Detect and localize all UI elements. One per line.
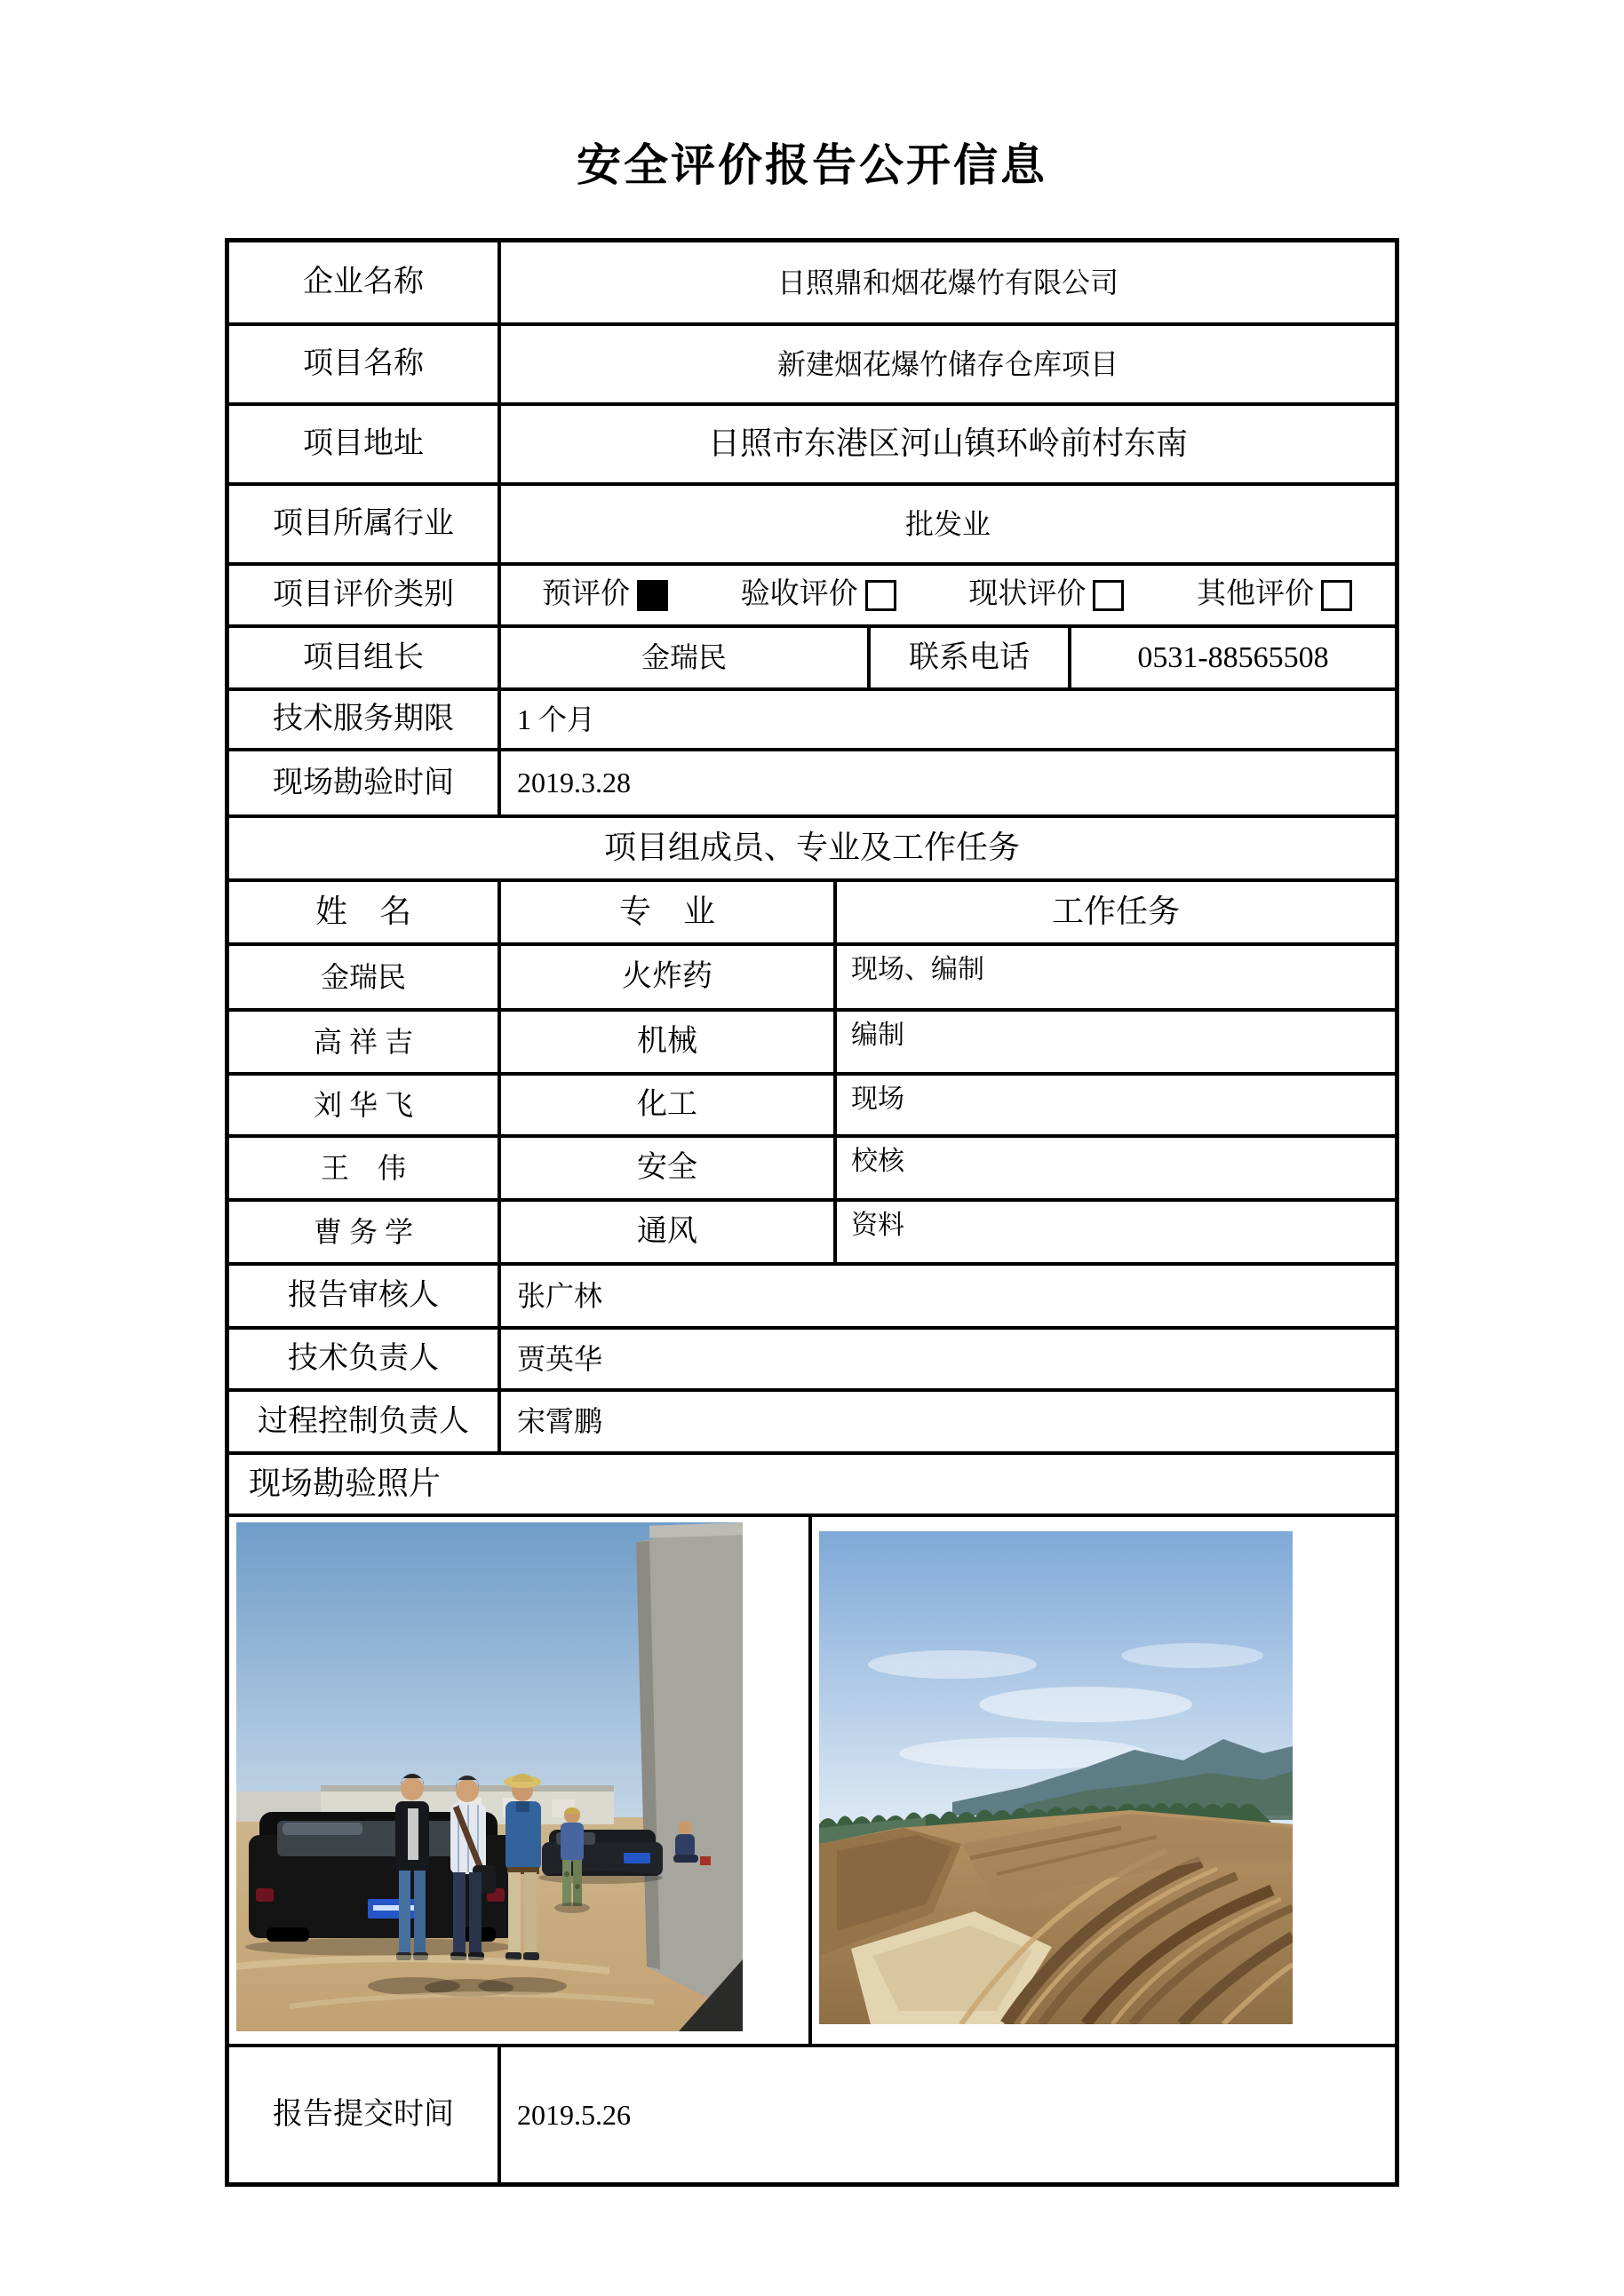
table-row-photos — [229, 1517, 1395, 2047]
table-row-industry — [229, 486, 1395, 566]
project-name-label: 项目名称 — [229, 326, 501, 402]
table-row-process-lead — [229, 1392, 1395, 1455]
member-row — [229, 1138, 1395, 1202]
table-row-reviewer — [229, 1266, 1395, 1330]
member-name: 曹 务 学 — [229, 1202, 501, 1262]
category-option-other — [1197, 578, 1352, 612]
member-task: 资料 — [851, 1211, 904, 1240]
member-row — [229, 1012, 1395, 1076]
member-task: 校核 — [851, 1147, 904, 1176]
checkbox-status-evaluation-icon — [1093, 580, 1124, 611]
category-option-label: 现状评价 — [968, 578, 1087, 611]
table-row-team-section — [229, 818, 1395, 882]
category-label: 项目评价类别 — [229, 566, 501, 624]
table-row-member-header — [229, 882, 1395, 946]
tech-lead-label: 技术负责人 — [229, 1330, 501, 1388]
info-table — [225, 238, 1399, 2187]
phone-label: 联系电话 — [871, 628, 1071, 687]
site-photo-ground-tracks — [819, 1531, 1293, 2024]
survey-date-value: 2019.3.28 — [517, 767, 631, 799]
service-period-value: 1 个月 — [517, 703, 596, 735]
photo-cell-right — [812, 1517, 1395, 2044]
category-option-label: 验收评价 — [740, 578, 858, 611]
member-task: 现场 — [851, 1084, 904, 1114]
member-major: 机械 — [501, 1012, 837, 1072]
table-row-category — [229, 566, 1395, 628]
project-name-value: 新建烟花爆竹储存仓库项目 — [776, 347, 1118, 380]
category-option-label: 其他评价 — [1196, 578, 1314, 611]
page-title: 安全评价报告公开信息 — [577, 140, 1047, 190]
company-name-value: 日照鼎和烟花爆竹有限公司 — [776, 266, 1118, 298]
leader-label: 项目组长 — [229, 628, 501, 687]
member-major: 通风 — [501, 1202, 837, 1262]
table-row-company — [229, 242, 1395, 326]
member-col-task: 工作任务 — [1051, 894, 1180, 930]
table-row-tech-lead — [229, 1330, 1395, 1392]
table-row-leader — [229, 628, 1395, 691]
site-photo-survey-team — [236, 1522, 743, 2031]
member-task: 现场、编制 — [851, 955, 984, 984]
photo-cell-left — [229, 1517, 812, 2044]
member-col-name: 姓 名 — [229, 882, 501, 942]
category-option-status — [968, 578, 1124, 612]
reviewer-label: 报告审核人 — [229, 1266, 501, 1326]
table-row-address — [229, 406, 1395, 486]
member-row — [229, 1076, 1395, 1138]
member-major: 火炸药 — [501, 946, 837, 1008]
industry-label: 项目所属行业 — [229, 486, 501, 562]
member-major: 化工 — [501, 1076, 837, 1134]
photos-section-label: 现场勘验照片 — [249, 1466, 442, 1502]
service-period-label: 技术服务期限 — [229, 691, 501, 748]
checkbox-other-evaluation-icon — [1321, 580, 1352, 611]
survey-date-label: 现场勘验时间 — [229, 751, 501, 814]
process-lead-label: 过程控制负责人 — [229, 1392, 501, 1451]
submit-date-label: 报告提交时间 — [229, 2047, 501, 2182]
team-section-title: 项目组成员、专业及工作任务 — [603, 830, 1020, 866]
industry-value: 批发业 — [904, 507, 991, 540]
checkbox-pre-evaluation-icon — [637, 580, 668, 611]
submit-date-value: 2019.5.26 — [517, 2098, 631, 2131]
category-option-label: 预评价 — [542, 578, 630, 611]
company-name-label: 企业名称 — [229, 242, 501, 322]
checkbox-acceptance-evaluation-icon — [865, 580, 896, 611]
member-name: 王 伟 — [229, 1138, 501, 1198]
table-row-photos-label — [229, 1455, 1395, 1517]
leader-value: 金瑞民 — [501, 628, 871, 687]
table-row-project — [229, 326, 1395, 406]
member-task: 编制 — [851, 1021, 904, 1050]
phone-value: 0531-88565508 — [1137, 640, 1329, 674]
tech-lead-value: 贾英华 — [517, 1342, 603, 1375]
member-col-major: 专 业 — [501, 882, 837, 942]
member-major: 安全 — [501, 1138, 837, 1198]
table-row-submit — [229, 2047, 1395, 2182]
member-name: 金瑞民 — [229, 946, 501, 1008]
category-option-acceptance — [741, 578, 896, 612]
member-name: 高 祥 吉 — [229, 1012, 501, 1072]
table-row-service-period — [229, 691, 1395, 751]
project-address-value: 日照市东港区河山镇环岭前村东南 — [707, 425, 1188, 462]
reviewer-value: 张广林 — [517, 1279, 603, 1312]
member-row — [229, 1202, 1395, 1266]
process-lead-value: 宋霄鹏 — [517, 1405, 603, 1438]
project-address-label: 项目地址 — [229, 406, 501, 482]
category-option-pre — [542, 578, 668, 612]
table-row-survey-date — [229, 751, 1395, 818]
member-name: 刘 华 飞 — [229, 1076, 501, 1134]
member-row — [229, 946, 1395, 1012]
category-options — [501, 566, 1395, 624]
